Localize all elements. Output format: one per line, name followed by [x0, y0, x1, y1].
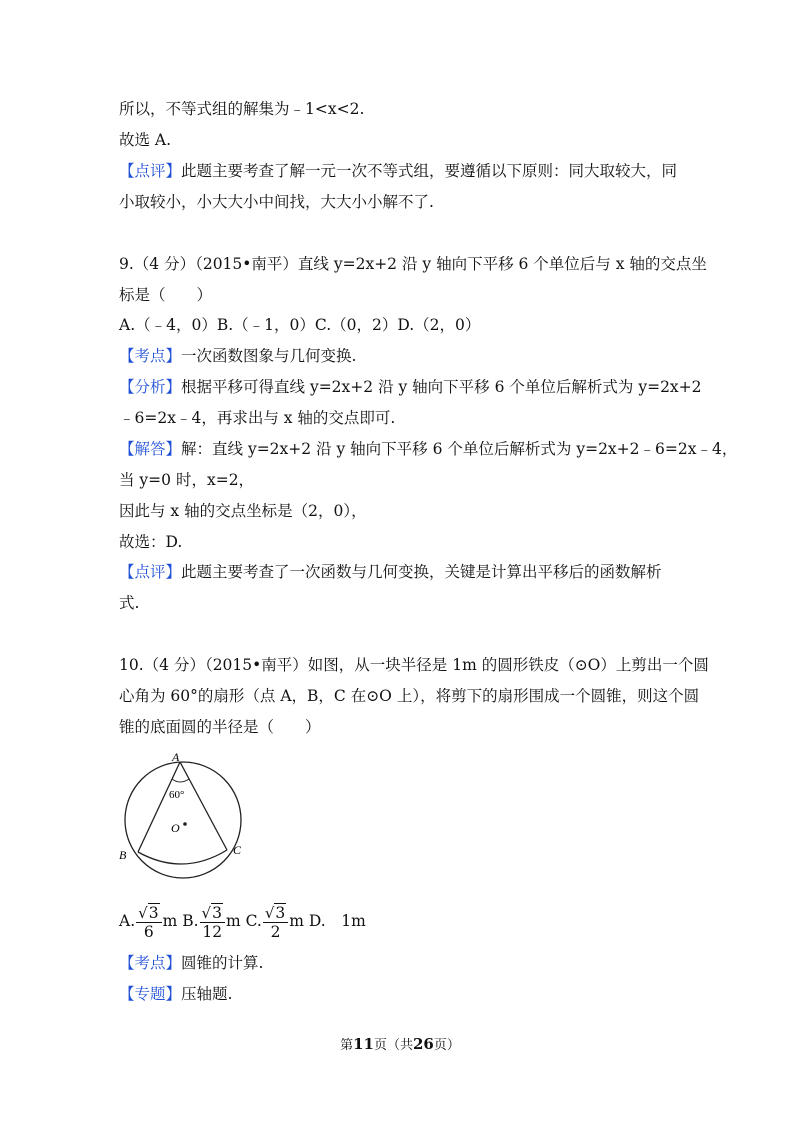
- page-total: 26: [413, 1035, 434, 1053]
- option-a-fraction: $\frac{√3}{6}$: [136, 904, 161, 941]
- option-c-label: C.: [245, 912, 262, 930]
- chord-ab: [138, 762, 180, 852]
- q9-fenxi-line2: ﹣6=2x﹣4，再求出与 x 轴的交点即可.: [119, 409, 396, 427]
- q9-jieda-line1: [119, 439, 737, 459]
- q10-stem-line2: 心角为 60°的扇形（点 A，B，C 在⊙O 上），将剪下的扇形围成一个圆锥，则这个圆: [119, 687, 700, 705]
- q9-jieda-line2: 当 y=0 时，x=2，: [119, 471, 255, 489]
- label-o: O: [171, 821, 180, 835]
- fenxi-text: 根据平移可得直线 y=2x+2 沿 y 轴向下平移 6 个单位后解析式为 y=2x+2: [181, 378, 702, 396]
- zhuanti-text: 压轴题.: [181, 985, 233, 1003]
- q9-stem-line2: 标是（ ）: [119, 286, 213, 304]
- kaodian-tag: 【考点】: [119, 347, 182, 365]
- label-b: B: [119, 848, 127, 862]
- prev-answer-line1: 所以，不等式组的解集为﹣1<x<2.: [119, 100, 365, 118]
- page-footer: 第11页（共26页）: [340, 1035, 460, 1053]
- circle-o: [125, 762, 241, 878]
- q10-stem-line3: 锥的底面圆的半径是（ ）: [119, 718, 321, 736]
- q9-dianping-line1: [119, 562, 662, 582]
- prev-comment-line2: 小取较小，小大大小中间找，大大小小解不了.: [119, 193, 434, 211]
- q9-fenxi-line1: [119, 377, 702, 397]
- q9-options: A.（﹣4，0）B.（﹣1，0）C.（0，2）D.（2，0）: [119, 316, 481, 334]
- fenxi-tag: 【分析】: [119, 378, 182, 396]
- center-dot: [183, 822, 187, 826]
- angle-arc: [172, 779, 189, 782]
- q9-jieda-line3: 因此与 x 轴的交点坐标是（2，0），: [119, 502, 367, 520]
- q10-kaodian: [119, 953, 263, 973]
- dianping-tag: 【点评】: [119, 563, 182, 581]
- comment-tag: 【点评】: [119, 162, 182, 180]
- kaodian-tag: 【考点】: [119, 954, 182, 972]
- option-b-label: B.: [182, 912, 199, 930]
- circle-sector-figure: [115, 752, 255, 882]
- q10-stem-line1: 10.（4 分）（2015•南平）如图，从一块半径是 1m 的圆形铁皮（⊙O）上剪出一个圆: [119, 656, 709, 674]
- jieda-tag: 【解答】: [119, 440, 182, 458]
- arc-bc: [138, 850, 227, 864]
- label-angle: 60°: [169, 789, 185, 801]
- option-a-label: A.: [119, 912, 136, 930]
- option-c-fraction: $\frac{√3}{2}$: [263, 904, 288, 941]
- kaodian-text: 圆锥的计算.: [181, 954, 264, 972]
- label-a: A: [172, 752, 180, 764]
- q9-kaodian: [119, 346, 356, 366]
- q9-dianping-line2: 式.: [119, 594, 140, 612]
- prev-answer-line2: 故选 A.: [119, 131, 172, 149]
- dianping-text: 此题主要考查了一次函数与几何变换，关键是计算出平移后的函数解析: [181, 563, 662, 581]
- option-b-fraction: $\frac{√3}{12}$: [200, 904, 225, 941]
- jieda-text: 解：直线 y=2x+2 沿 y 轴向下平移 6 个单位后解析式为 y=2x+2﹣6=2x﹣4，: [181, 440, 738, 458]
- kaodian-text: 一次函数图象与几何变换.: [181, 347, 357, 365]
- option-d-label: D. 1m: [308, 912, 366, 930]
- q9-stem-line1: 9.（4 分）（2015•南平）直线 y=2x+2 沿 y 轴向下平移 6 个单位后与 x 轴的交点坐: [119, 255, 707, 273]
- comment-text: 此题主要考查了解一元一次不等式组，要遵循以下原则：同大取较大，同: [181, 162, 678, 180]
- page-number: 11: [353, 1035, 374, 1053]
- prev-comment-line1: [119, 161, 677, 181]
- q10-options: A. $\frac{√3}{6}$ m B. $\frac{√3}{12}$ m C. $\frac{√3}{2}$ m D. 1m: [119, 903, 366, 941]
- label-c: C: [233, 843, 242, 857]
- q10-zhuanti: [119, 984, 232, 1004]
- zhuanti-tag: 【专题】: [119, 985, 182, 1003]
- q9-jieda-line4: 故选：D.: [119, 533, 183, 551]
